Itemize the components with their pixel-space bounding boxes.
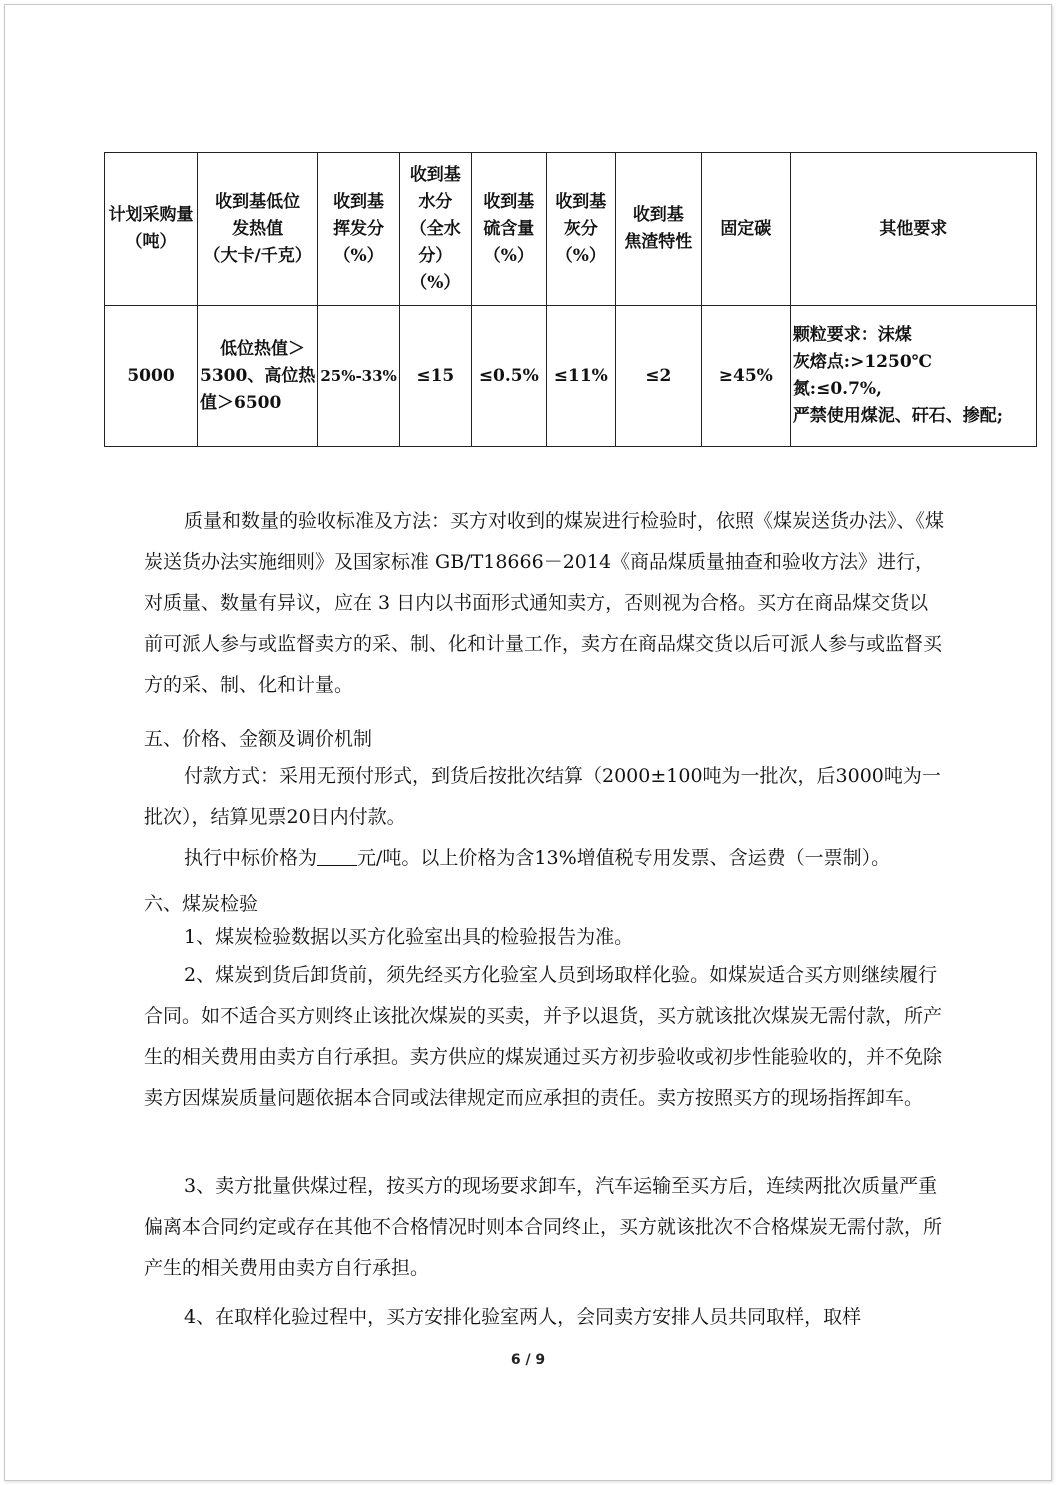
header-sulfur: 收到基 硫含量 （%） (471, 153, 546, 306)
acceptance-block (144, 501, 944, 706)
item-4: 4、在取样化验过程中，买方安排化验室两人，会同卖方安排人员共同取样，取样 (184, 1306, 862, 1328)
item-2-block (144, 955, 944, 1119)
price-blank (317, 847, 357, 866)
cell-other: 颗粒要求：沫煤 灰熔点:>1250℃ 氮:≤0.7%, 严禁使用煤泥、矸石、掺配; (790, 306, 1036, 447)
header-ash: 收到基 灰分 （%） (546, 153, 615, 306)
cell-moisture: ≤15 (399, 306, 471, 447)
header-other: 其他要求 (790, 153, 1036, 306)
item-3: 3、卖方批量供煤过程，按买方的现场要求卸车，汽车运输至买方后，连续两批次质量严重偏离本合同约定或存在其他不合格情况时则本合同终止，买方就该批次不合格煤炭无需付款，所产生的相关费用由卖方自行承担。 (144, 1175, 943, 1279)
header-coke-residue: 收到基 焦渣特性 (615, 153, 701, 306)
header-volatile: 收到基 挥发分 （%） (318, 153, 399, 306)
header-moisture: 收到基 水分 （全水 分） （%） (399, 153, 471, 306)
item-2: 2、煤炭到货后卸货前，须先经买方化验室人员到场取样化验。如煤炭适合买方则继续履行合同。如不适合买方则终止该批次煤炭的买卖，并予以退货，买方就该批次煤炭无需付款，所产生的相关费用由卖方自行承担。卖方供应的煤炭通过买方初步验收或初步性能验收的，并不免除卖方因煤炭质量问题依据本合同或法律规定而应承担的责任。卖方按照买方的现场指挥卸车。 (144, 964, 943, 1109)
header-calorific: 收到基低位 发热值 （大卡/千克） (198, 153, 318, 306)
header-fixed-carbon: 固定碳 (701, 153, 790, 306)
table-header-row (105, 153, 1037, 306)
cell-fixed-carbon: ≥45% (701, 306, 790, 447)
item-4-block (144, 1297, 944, 1338)
section-5 (144, 723, 944, 879)
price-paragraph: 执行中标价格为 元/吨。以上价格为含13%增值税专用发票、含运费（一票制）。 (184, 847, 891, 869)
acceptance-paragraph: 质量和数量的验收标准及方法：买方对收到的煤炭进行检验时，依照《煤炭送货办法》、《煤炭送货办法实施细则》及国家标准 GB/T18666－2014《商品煤质量抽查和验收方法》进行，对质量、数量有异议，应在 3 日内以书面形式通知卖方，否则视为合格。买方在商品煤交货以前可派人参与或监督卖方的采、制、化和计量工作，卖方在商品煤交货以后可派人参与或监督买方的采、制、化和计量。 (144, 510, 945, 696)
cell-coke-residue: ≤2 (615, 306, 701, 447)
cell-ash: ≤11% (546, 306, 615, 447)
section-6 (144, 888, 944, 954)
table-row (105, 306, 1037, 447)
section-6-title: 六、煤炭检验 (144, 893, 259, 915)
page-number: 6 / 9 (510, 1352, 546, 1368)
cell-volatile: 25%-33% (318, 306, 399, 447)
payment-paragraph: 付款方式：采用无预付形式，到货后按批次结算（2000±100吨为一批次，后3000吨为一批次），结算见票20日内付款。 (144, 765, 941, 828)
item-1: 1、煤炭检验数据以买方化验室出具的检验报告为准。 (184, 926, 634, 948)
section-5-title: 五、价格、金额及调价机制 (144, 728, 373, 750)
header-quantity: 计划采购量 （吨） (105, 153, 198, 306)
coal-spec-table (104, 152, 1037, 447)
cell-sulfur: ≤0.5% (471, 306, 546, 447)
cell-calorific: 低位热值＞ 5300、高位热 值＞6500 (198, 306, 318, 447)
item-3-block (144, 1166, 944, 1289)
cell-quantity: 5000 (105, 306, 198, 447)
